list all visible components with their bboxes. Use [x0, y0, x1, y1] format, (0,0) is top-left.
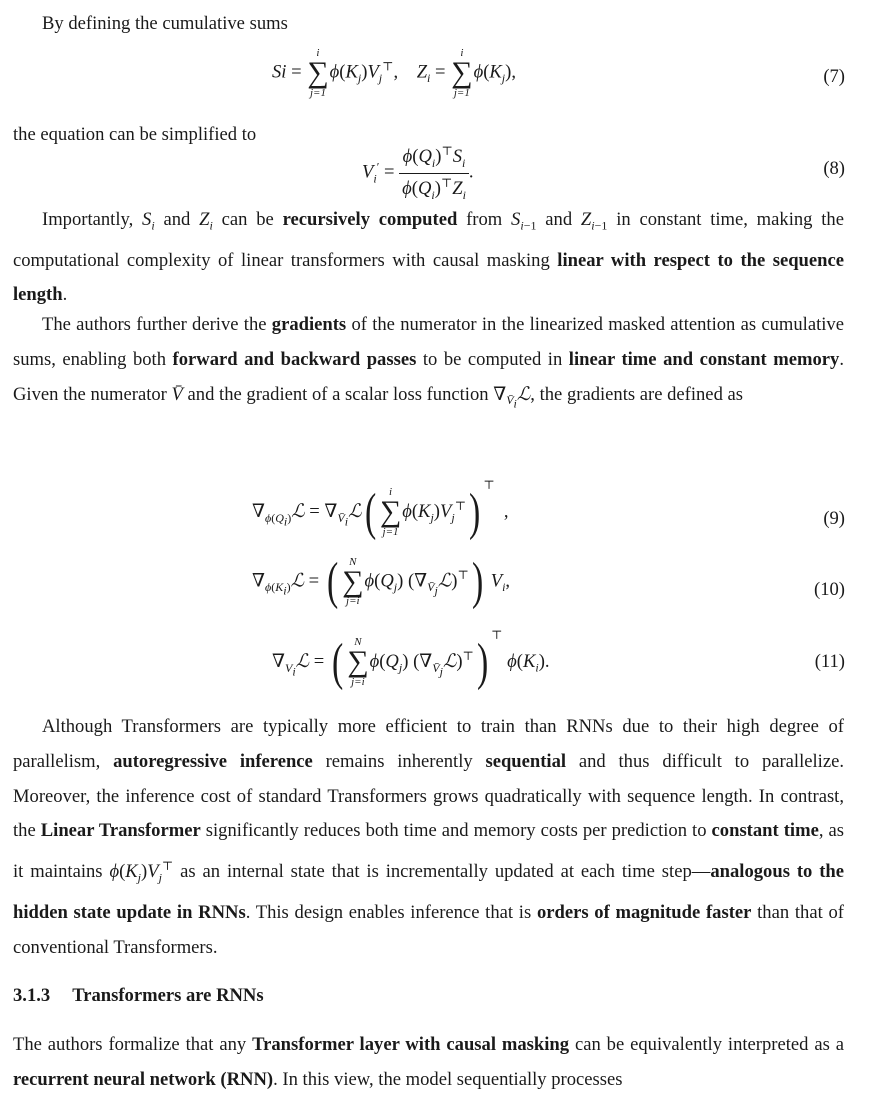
text: and the gradient of a scalar loss function: [187, 383, 489, 405]
paragraph-gradients: The authors further derive the gradients of the numerator in the linearized masked attention as cumulative sums, enabling both forward and backward passes to be computed in linear time and constant memory. Given the numerator V̄ and the gradient of a scalar loss function $\nabla_{V̄_i}ℒ$, the gradients are defined as: [13, 314, 844, 411]
bold-text: analogous to the hidden state update in RNNs: [13, 861, 845, 923]
equation-9-body: $\nabla_{\phi(Q_i)}ℒ$ = $\nabla_{V̄_i}ℒ$( i ∑ j=1 $\phi(K_j)V_j^⊤$) ⊤ ,: [252, 478, 509, 541]
bold-text: Transformer layer with causal masking: [252, 1034, 570, 1055]
bold-text: linear with respect to the sequence length: [13, 249, 844, 306]
text: and thus difficult to parallelize. Moreover, the inference cost of standard Transformers grows quadratically with sequence length. In contrast, the: [13, 750, 845, 842]
section-title: Transformers are RNNs: [72, 985, 264, 1006]
equation-number: (10): [814, 579, 845, 600]
text: as an internal state that is incrementally updated at each time step—: [180, 861, 711, 883]
section-number: 3.1.3: [13, 985, 51, 1006]
text: The authors formalize that any: [13, 1034, 247, 1055]
equation-number: (9): [823, 508, 845, 529]
equation-7-body: Si = i ∑ j=1 $\phi(K_j)V_j^⊤$, $Z_i$ = i ∑ j=1 $\phi(K_j)$,: [272, 47, 516, 99]
equation-10-body: $\nabla_{\phi(K_i)}ℒ$ = ( N ∑ j=i $\phi(Q_j)$ $(\nabla_{V̄_j}ℒ)^⊤$) $V_i$,: [252, 553, 511, 610]
bold-text: autoregressive inference: [113, 750, 313, 772]
text: can be equivalently interpreted as a: [574, 1034, 844, 1055]
text: in constant time, making the computational complexity of linear transformers with causal masking: [13, 209, 844, 271]
bold-text: constant time: [711, 820, 819, 842]
section-heading: [13, 985, 264, 1007]
equation-7: [0, 48, 872, 110]
bold-text: Linear Transformer: [40, 820, 201, 842]
equation-11: [0, 624, 872, 704]
paragraph-recursive: Importantly, $S_i$ and $Z_i$ can be recursively computed from $S_{i-1}$ and $Z_{i-1}$ in constant time, making the computational complexity of linear transformers with causal masking linear with respect to the sequence length.: [13, 209, 844, 306]
bold-text: recursively computed: [282, 209, 458, 230]
paragraph-rnn: [13, 1028, 844, 1098]
equation-number: (11): [814, 651, 845, 672]
bold-text: forward and backward passes: [172, 348, 417, 370]
text: By defining the cumulative sums: [42, 13, 288, 34]
equation-8-body: $V_i'$ = $\frac{\phi(Q_i)^⊤S_i}{\phi(Q_i)^⊤Z_i}$ .: [362, 144, 474, 202]
text: . Given the numerator: [13, 348, 844, 405]
text: .: [62, 284, 68, 306]
text: . In this view, the model sequentially processes: [273, 1068, 623, 1090]
bold-text: linear time and constant memory: [568, 348, 840, 370]
text: can be: [221, 209, 274, 230]
bold-text: gradients: [271, 314, 347, 335]
text: to be computed in: [422, 348, 563, 370]
text: The authors further derive the: [42, 314, 267, 335]
text: and: [545, 209, 573, 230]
paragraph-inference: Although Transformers are typically more efficient to train than RNNs due to their high degree of parallelism, autoregressive inference remains inherently sequential and thus difficult to parallelize. Moreover, the inference cost of standard Transformers grows quadratically with sequence length. In contrast, the Linear Transformer significantly reduces both time and memory costs per prediction to constant time, as it maintains $\phi(K_j)V_j^⊤$ as an internal state that is incrementally updated at each time step—analogous to the hidden state update in RNNs. This design enables inference that is orders of magnitude faster than that of conventional Transformers.: [13, 716, 845, 958]
bold-text: recurrent neural network (RNN): [13, 1068, 274, 1090]
text: Importantly,: [42, 209, 134, 230]
bold-text: sequential: [485, 750, 567, 772]
text: than that of conventional Transformers.: [13, 901, 844, 958]
text: significantly reduces both time and memory costs per prediction to: [205, 820, 707, 842]
equation-number: (8): [823, 158, 845, 179]
equation-8: [0, 140, 872, 200]
equation-10: [0, 553, 872, 626]
text: . This design enables inference that is: [245, 901, 532, 923]
paragraph-intro: [13, 7, 844, 42]
bold-text: orders of magnitude faster: [536, 901, 752, 923]
equation-number: (7): [823, 66, 845, 87]
text: Although Transformers are typically more efficient to train than RNNs due to their high degree of parallelism,: [13, 716, 844, 772]
text: the equation can be simplified to: [13, 124, 257, 145]
text: remains inherently: [325, 750, 473, 772]
text: , as it maintains: [13, 820, 844, 883]
text: of the numerator in the linearized masked attention as cumulative sums, enabling both: [13, 314, 844, 370]
equation-9: [0, 478, 872, 558]
text: , the gradients are defined as: [530, 383, 743, 405]
text: and: [163, 209, 191, 230]
equation-11-body: $\nabla_{V_i}ℒ$ = ( N ∑ j=i $\phi(Q_j)$ $(\nabla_{V̄_j}ℒ)^⊤$) ⊤ $\phi(K_i)$.: [272, 628, 550, 691]
text: from: [466, 209, 503, 230]
